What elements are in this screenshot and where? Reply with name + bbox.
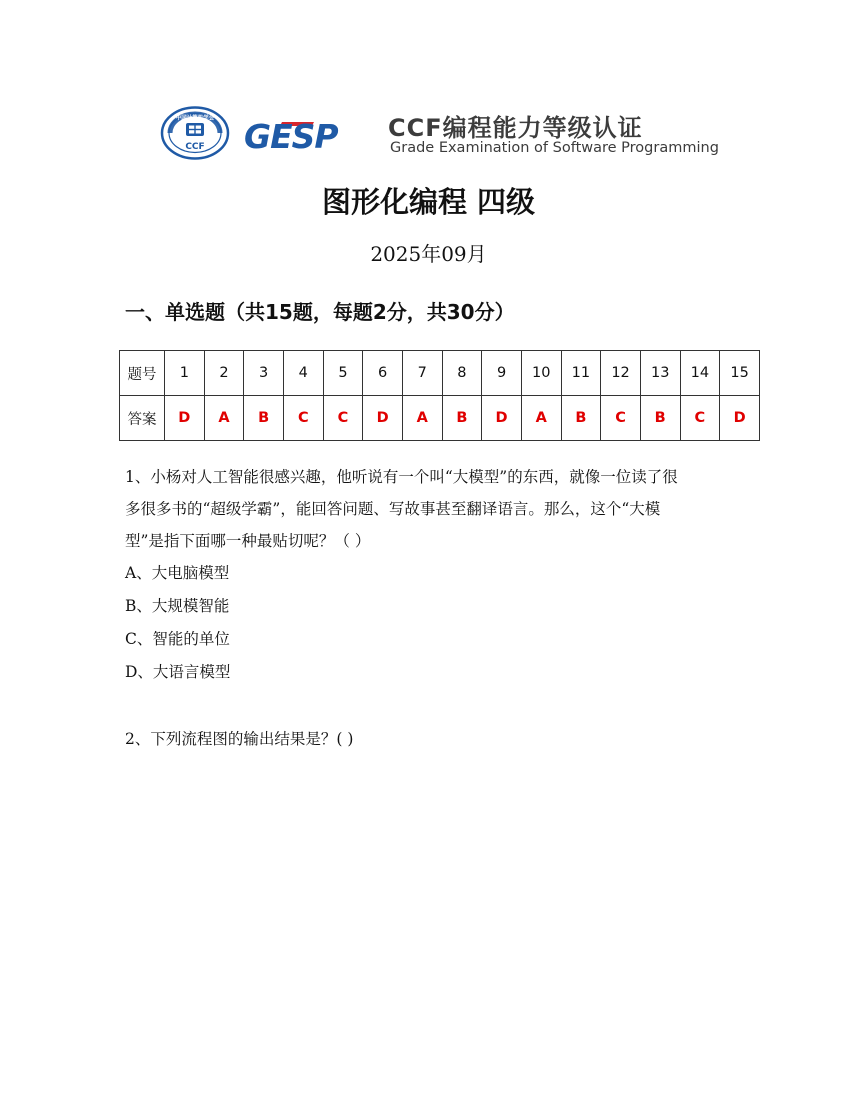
- answer-cell: A: [402, 396, 442, 441]
- certification-name: [388, 106, 719, 162]
- answer-cell: B: [442, 396, 482, 441]
- answer-cell: C: [680, 396, 720, 441]
- answer-cell: D: [165, 396, 205, 441]
- question-number-cell: 5: [323, 351, 363, 396]
- answer-cell: B: [561, 396, 601, 441]
- question-number-cell: 3: [244, 351, 284, 396]
- row-label-answer: 答案: [120, 396, 165, 441]
- question-1-options: [125, 557, 745, 689]
- answer-cell: A: [521, 396, 561, 441]
- option-b: B、大规模智能: [125, 597, 230, 615]
- section-title: 一、单选题（共15题，每题2分，共30分）: [125, 300, 515, 324]
- question-stem-line: 型”是指下面哪一种最贴切呢？（ ）: [125, 532, 371, 550]
- gesp-logo-text: GESP: [244, 117, 338, 156]
- question-number-cell: 10: [521, 351, 561, 396]
- question-number-cell: 1: [165, 351, 205, 396]
- question-number-cell: 8: [442, 351, 482, 396]
- answer-cell: C: [283, 396, 323, 441]
- answer-cell: D: [482, 396, 522, 441]
- question-2-stem: 2、下列流程图的输出结果是？( ): [125, 730, 354, 748]
- question-stem-line: 1、小杨对人工智能很感兴趣，他听说有一个叫“大模型”的东西，就像一位读了很: [125, 468, 678, 486]
- question-number-cell: 15: [720, 351, 760, 396]
- seal-org-name: 中国计算机学会: [175, 115, 215, 122]
- answer-cell: D: [363, 396, 403, 441]
- document-title: 图形化编程 四级: [321, 185, 536, 219]
- question-number-cell: 9: [482, 351, 522, 396]
- question-number-cell: 7: [402, 351, 442, 396]
- seal-abbr: CCF: [185, 142, 205, 152]
- option-c: C、智能的单位: [125, 630, 230, 648]
- question-1: [125, 461, 745, 689]
- cert-subtitle: Grade Examination of Software Programming: [390, 140, 719, 156]
- answer-row: [120, 396, 760, 441]
- question-number-row: [120, 351, 760, 396]
- question-number-cell: 2: [204, 351, 244, 396]
- answer-cell: C: [323, 396, 363, 441]
- gesp-logo: [242, 112, 370, 156]
- answer-cell: B: [640, 396, 680, 441]
- question-1-stem: [125, 461, 745, 557]
- answer-table: [119, 350, 760, 441]
- question-number-cell: 11: [561, 351, 601, 396]
- row-label-number: 题号: [120, 351, 165, 396]
- question-number-cell: 4: [283, 351, 323, 396]
- option-d: D、大语言模型: [125, 663, 231, 681]
- answer-cell: C: [601, 396, 641, 441]
- question-number-cell: 12: [601, 351, 641, 396]
- question-number-cell: 13: [640, 351, 680, 396]
- question-stem-line: 多很多书的“超级学霸”，能回答问题、写故事甚至翻译语言。那么，这个“大模: [125, 500, 661, 518]
- exam-date: 2025年09月: [370, 242, 487, 266]
- ccf-seal-logo: [160, 106, 230, 160]
- question-number-cell: 14: [680, 351, 720, 396]
- question-number-cell: 6: [363, 351, 403, 396]
- answer-cell: B: [244, 396, 284, 441]
- question-2: [125, 723, 745, 755]
- answer-cell: D: [720, 396, 760, 441]
- cert-title: CCF编程能力等级认证: [388, 114, 643, 142]
- option-a: A、大电脑模型: [125, 564, 230, 582]
- header-logos: [160, 106, 719, 162]
- answer-cell: A: [204, 396, 244, 441]
